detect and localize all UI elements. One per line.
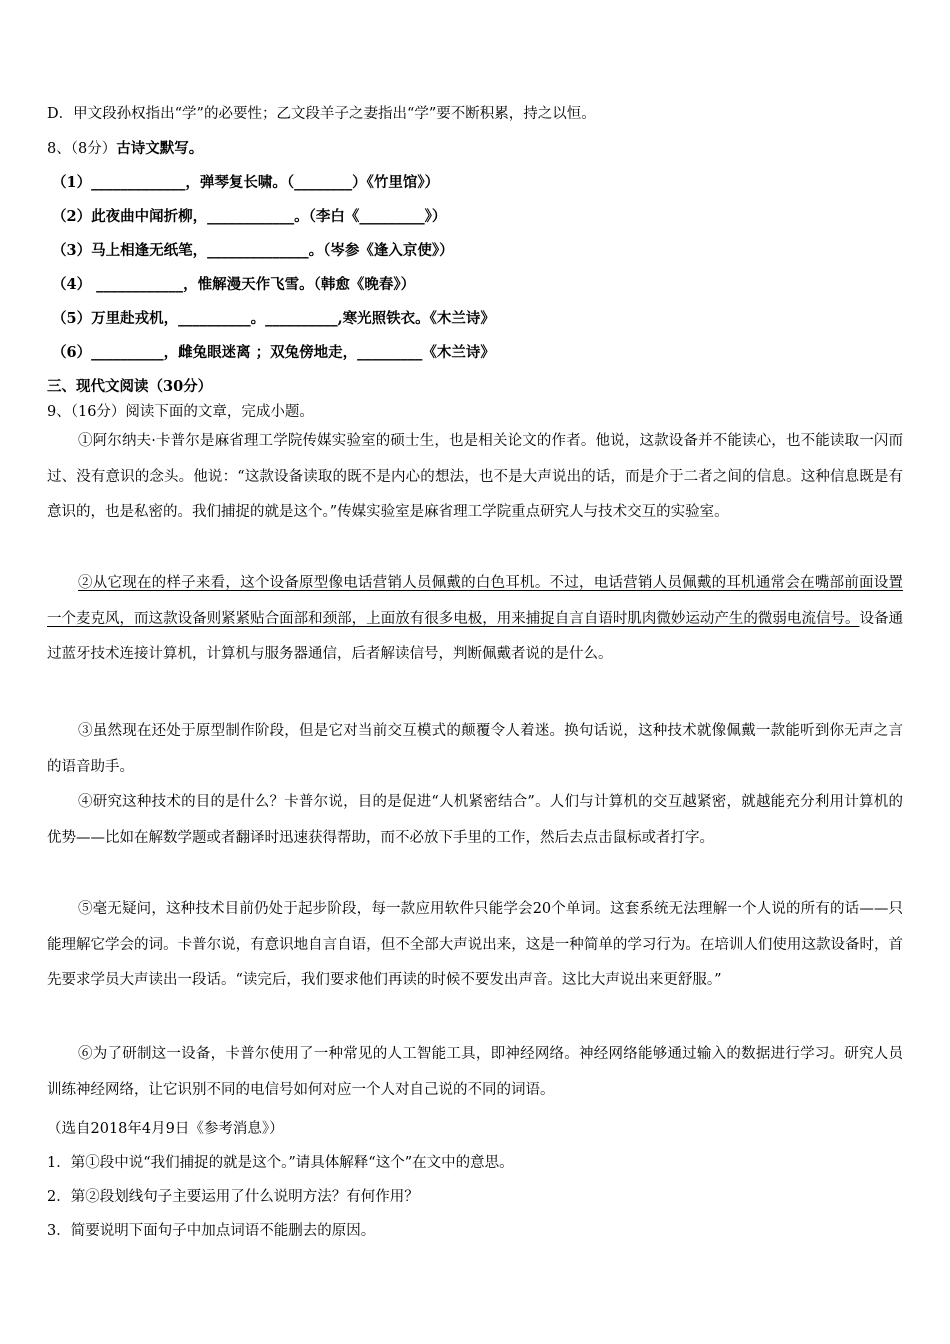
question-8-title: 古诗文默写。 (116, 140, 204, 157)
paragraph-5: ⑤毫无疑问，这种技术目前仍处于起步阶段，每一款应用软件只能学会20个单词。这套系统无法理解一个人说的所有的话——只能理解它学会的词。卡普尔说，有意识地自言自语，但不全部大声说出来，这是一种简单的学习行为。在培训人们使用这款设备时，首先要求学员大声读出一段话。“读完后，我们要求他们再读的时候不要发出声音。这比大声说出来更舒服。” (47, 901, 903, 988)
paragraph-2 (47, 566, 903, 673)
sub-question-2: 2．第②段划线句子主要运用了什么说明方法？有何作用？ (47, 1189, 419, 1205)
recitation-item-3: （3）马上相逢无纸笔，______________。（岑参《逢入京使》） (52, 242, 454, 259)
sub-question-3: 3．简要说明下面句子中加点词语不能删去的原因。 (47, 1223, 376, 1239)
recitation-item-1: （1）_____________，弹琴复长啸。（________）《竹里馆》） (52, 174, 440, 191)
paragraph-4: ④研究这种技术的目的是什么？卡普尔说，目的是促进“人机紧密结合”。人们与计算机的交互越紧密，就越能充分利用计算机的优势——比如在解数学题或者翻译时迅速获得帮助，而不必放下手里的工作，然后去点击鼠标或者打字。 (47, 794, 903, 846)
paragraph-2-rest: 设备通过蓝牙技术连接计算机，计算机与服务器通信，后者解读信号，判断佩戴者说的是什么。 (47, 610, 904, 662)
underlined-sentence: ②从它现在的样子来看，这个设备原型像电话营销人员佩戴的白色耳机。不过，电话营销人员佩戴的耳机通常会在嘴部前面设置一个麦克风，而这款设备则紧紧贴合面部和颈部，上面放有很多电极，用来捕捉自言自语时肌肉微妙运动产生的微弱电流信号。 (47, 575, 903, 627)
paragraph-6: ⑥为了研制这一设备，卡普尔使用了一种常见的人工智能工具，即神经网络。神经网络能够通过输入的数据进行学习。研究人员训练神经网络，让它识别不同的电信号如何对应一个人对自己说的不同的词语。 (47, 1046, 903, 1098)
sub-question-1: 1．第①段中说“我们捕捉的就是这个。”请具体解释“这个”在文中的意思。 (47, 1155, 514, 1171)
recitation-item-5: （5）万里赴戎机，__________。__________,寒光照铁衣。《木兰诗》 (52, 310, 495, 327)
question-8-number: 8、（8分） (47, 141, 117, 157)
source-citation: （选自2018年4月9日《参考消息》） (47, 1121, 284, 1137)
question-8-heading (47, 137, 203, 158)
paragraph-3: ③虽然现在还处于原型制作阶段，但是它对当前交互模式的颠覆令人着迷。换句话说，这种技术就像佩戴一款能听到你无声之言的语音助手。 (47, 723, 903, 775)
section-3-title: 三、现代文阅读（30分） (47, 378, 213, 395)
recitation-item-6: （6）__________，雌兔眼迷离 ；双兔傍地走，_________《木兰诗》 (52, 344, 495, 361)
recitation-item-4: （4） ____________，惟解漫天作飞雪。（韩愈《晚春》） (52, 276, 416, 293)
paragraph-1: ①阿尔纳夫·卡普尔是麻省理工学院传媒实验室的硕士生，也是相关论文的作者。他说，这款设备并不能读心，也不能读取一闪而过、没有意识的念头。他说：“这款设备读取的既不是内心的想法，也不是大声说出的话，而是介于二者之间的信息。这种信息既是有意识的，也是私密的。我们捕捉的就是这个。”传媒实验室是麻省理工学院重点研究人与技术交互的实验室。 (47, 433, 903, 520)
option-d: D．甲文段孙权指出“学”的必要性；乙文段羊子之妻指出“学”要不断积累，持之以恒。 (47, 106, 596, 122)
question-9-heading: 9、（16分）阅读下面的文章，完成小题。 (47, 404, 314, 420)
recitation-item-2: （2）此夜曲中闻折柳，____________。（李白《_________》） (52, 208, 447, 225)
